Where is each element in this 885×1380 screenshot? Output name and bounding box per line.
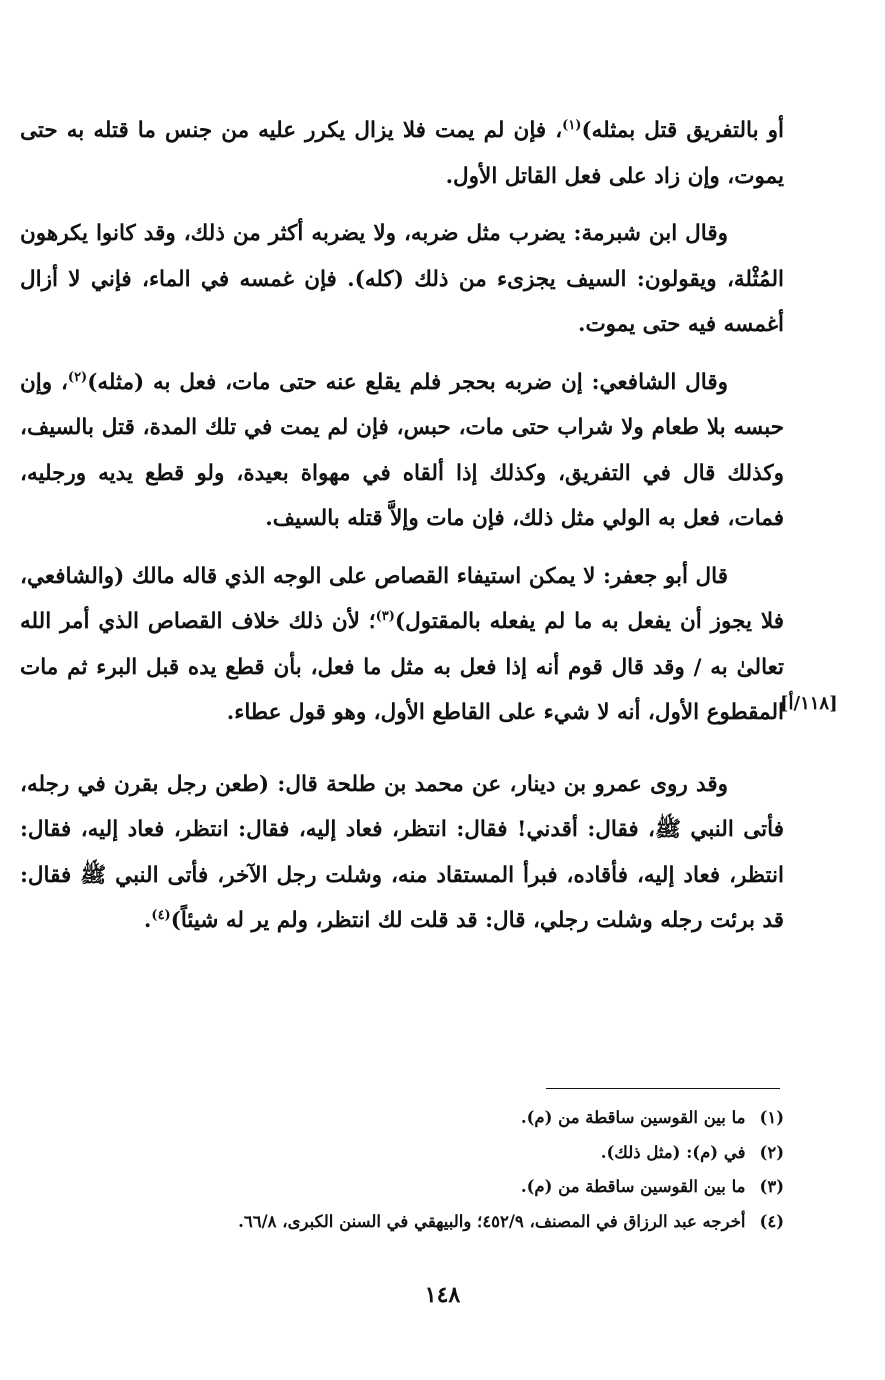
footnote-ref-4: (٤) [151, 907, 171, 923]
footnote-text: أخرجه عبد الرزاق في المصنف، ٤٥٢/٩؛ والبيهقي في السنن الكبرى، ٦٦/٨. [238, 1211, 746, 1231]
paragraph-4 [20, 554, 784, 736]
footnote-number: (٤) [759, 1211, 784, 1231]
footnote-ref-1: (١) [562, 117, 582, 133]
paragraph-text: أو بالتفريق قتل بمثله) [581, 118, 784, 143]
paragraph-3 [20, 360, 784, 542]
footnote-separator [546, 1088, 780, 1089]
footnote-ref-2: (٢) [67, 369, 88, 385]
footnote-text: ما بين القوسين ساقطة من (م). [520, 1177, 746, 1196]
footnote-number: (٣) [759, 1177, 784, 1196]
paragraph-1 [20, 108, 784, 199]
paragraph-2: وقال ابن شبرمة: يضرب مثل ضربه، ولا يضربه أكثر من ذلك، وقد كانوا يكرهون المُثْلة، ويقولون: السيف يجزىء من ذلك (كله). فإن غمسه في الماء، فإني لا أزال أغمسه فيه حتى يموت. [20, 221, 784, 337]
footnote-number: (٢) [759, 1142, 784, 1162]
paragraph-text: ، وإن حبسه بلا طعام ولا شراب حتى مات، حبس، فإن لم يمت في تلك المدة، قتل بالسيف، وكذلك قال في التفريق، وكذلك إذا ألقاه في مهواة بعيدة، ولو قطع يديه ورجليه، فمات، فعل به الولي مثل ذلك، فإن مات وإلاَّ قتله بالسيف. [20, 369, 784, 531]
footnote-2 [80, 1136, 784, 1171]
paragraph-text: وقد روى عمرو بن دينار، عن محمد بن طلحة قال: (طعن رجل بقرن في رجله، فأتى النبي ﷺ، فقال: أقدني! فقال: انتظر، فعاد إليه، فقال: انتظر، فعاد إليه، فقال: انتظر، فعاد إليه، فأقاده، فبرأ المستقاد منه، وشلت رجل الآخر، فأتى النبي ﷺ فقال: قد برئت رجله وشلت رجلي، قال: قد قلت لك انتظر، ولم ير له شيئاً) [20, 771, 784, 933]
footnotes [80, 1101, 784, 1239]
footnote-ref-3: (٣) [375, 608, 395, 624]
page-number: ١٤٨ [424, 1282, 461, 1308]
paragraph-text: ؛ لأن ذلك خلاف القصاص الذي أمر الله تعالىٰ به / وقد قال قوم أنه إذا فعل به مثل ما فعل، بأن قطع يده قبل البرء ثم مات المقطوع الأول، أنه لا شيء على القاطع الأول، وهو قول عطاء. [20, 609, 784, 725]
main-text [20, 108, 784, 956]
footnote-text: ما بين القوسين ساقطة من (م). [520, 1108, 746, 1127]
paragraph-text: . [143, 908, 152, 933]
paragraph-text: ، فإن لم يمت فلا يزال يكرر عليه من جنس ما قتله به حتى يموت، وإن زاد على فعل القاتل الأول. [20, 118, 784, 189]
footnote-3 [80, 1170, 784, 1205]
paragraph-5 [20, 762, 784, 944]
manuscript-folio-marker: [١١٨/أ] [780, 693, 838, 714]
footnote-4 [80, 1205, 784, 1240]
paragraph-text: وقال الشافعي: إن ضربه بحجر فلم يقلع عنه حتى مات، فعل به (مثله) [87, 369, 728, 395]
footnote-text: في (م): (مثل ذلك). [600, 1142, 746, 1162]
footnote-number: (١) [759, 1108, 784, 1127]
paragraph-text: قال أبو جعفر: لا يمكن استيفاء القصاص على الوجه الذي قاله مالك (والشافعي، فلا يجوز أن يفعل به ما لم يفعله بالمقتول) [20, 563, 784, 634]
footnote-1 [80, 1101, 784, 1136]
